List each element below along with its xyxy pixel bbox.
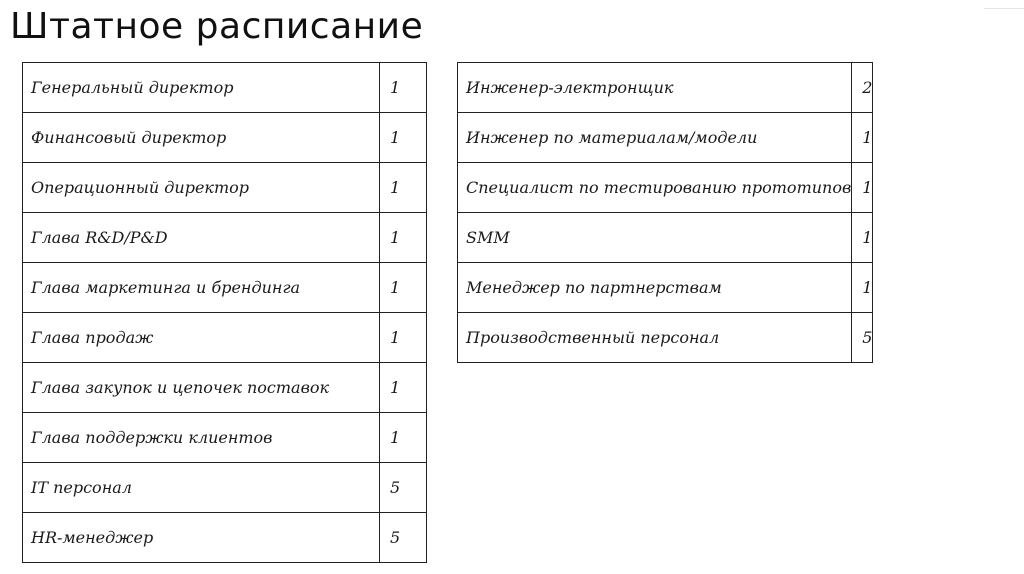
position-cell: Глава маркетинга и брендинга [23, 263, 380, 313]
table-row [458, 63, 873, 113]
count-cell: 1 [380, 263, 427, 313]
table-row [23, 463, 427, 513]
position-cell: Глава поддержки клиентов [23, 413, 380, 463]
position-cell: HR-менеджер [23, 513, 380, 563]
position-cell: Инженер по материалам/модели [458, 113, 852, 163]
slide-edge-divider [984, 0, 1024, 9]
count-cell: 1 [852, 213, 873, 263]
position-cell: Специалист по тестированию прототипов [458, 163, 852, 213]
table-row [458, 313, 873, 363]
position-cell: Глава закупок и цепочек поставок [23, 363, 380, 413]
table-row [458, 213, 873, 263]
count-cell: 1 [852, 263, 873, 313]
position-cell: Глава продаж [23, 313, 380, 363]
count-cell: 1 [852, 163, 873, 213]
position-cell: SMM [458, 213, 852, 263]
table-row [23, 163, 427, 213]
count-cell: 1 [380, 413, 427, 463]
count-cell: 1 [380, 313, 427, 363]
table-row [23, 263, 427, 313]
staff-table-left [22, 62, 427, 563]
table-row [458, 113, 873, 163]
table-row [23, 513, 427, 563]
count-cell: 1 [852, 113, 873, 163]
count-cell: 5 [380, 513, 427, 563]
count-cell: 5 [380, 463, 427, 513]
position-cell: Инженер-электронщик [458, 63, 852, 113]
table-row [23, 413, 427, 463]
position-cell: Менеджер по партнерствам [458, 263, 852, 313]
count-cell: 1 [380, 363, 427, 413]
count-cell: 1 [380, 213, 427, 263]
table-row [23, 313, 427, 363]
count-cell: 1 [380, 113, 427, 163]
table-row [23, 63, 427, 113]
table-row [23, 213, 427, 263]
page-title: Штатное расписание [10, 6, 424, 47]
position-cell: Генеральный директор [23, 63, 380, 113]
position-cell: Глава R&D/P&D [23, 213, 380, 263]
position-cell: IT персонал [23, 463, 380, 513]
count-cell: 2 [852, 63, 873, 113]
table-row [23, 113, 427, 163]
position-cell: Производственный персонал [458, 313, 852, 363]
count-cell: 1 [380, 163, 427, 213]
position-cell: Операционный директор [23, 163, 380, 213]
position-cell: Финансовый директор [23, 113, 380, 163]
table-row [458, 263, 873, 313]
table-row [23, 363, 427, 413]
count-cell: 5 [852, 313, 873, 363]
count-cell: 1 [380, 63, 427, 113]
table-row [458, 163, 873, 213]
staff-table-right [457, 62, 873, 363]
